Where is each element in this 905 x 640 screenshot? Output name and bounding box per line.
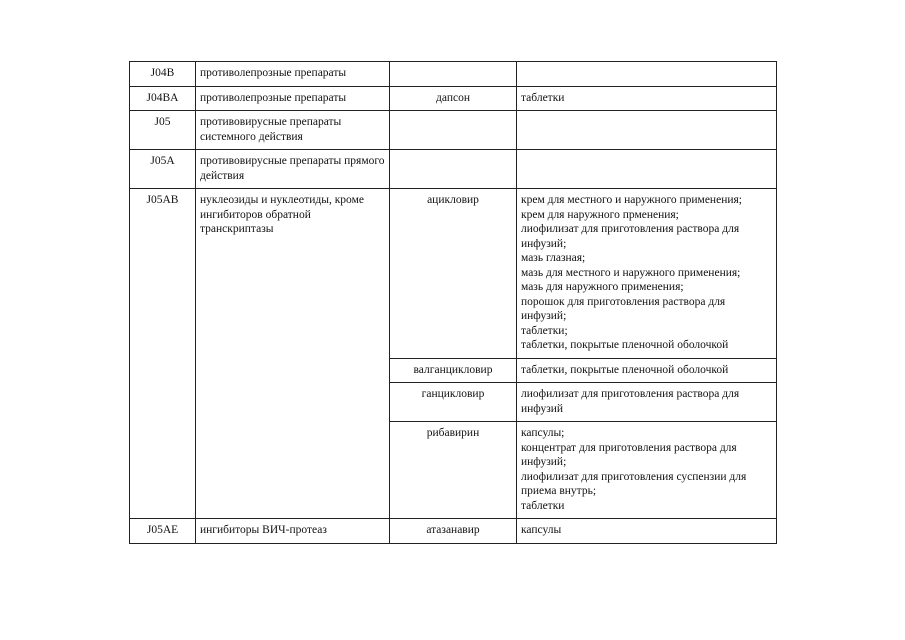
dosage-forms-cell [517,150,777,189]
drug-group-cell: противовирусные препараты прямого действия [196,150,390,189]
dosage-form-line: таблетки [521,91,565,104]
dosage-form-line: мазь глазная; [521,252,586,264]
table-body [130,62,777,544]
table-row [130,519,777,544]
table-row [130,111,777,150]
substance-name-cell [390,62,517,87]
dosage-forms-cell [517,422,777,519]
atc-code-cell: J05AE [130,519,196,544]
substance-name-cell [390,150,517,189]
table-row [130,150,777,189]
substance-name-cell [390,111,517,150]
atc-code-cell: J04B [130,62,196,87]
substance-name-cell: ганцикловир [390,383,517,422]
dosage-forms-cell [517,86,777,111]
dosage-form-line: капсулы [521,524,562,536]
dosage-form-line: лиофилизат для приготовления раствора для инфузий [521,388,740,415]
dosage-form-line: таблетки [521,499,565,512]
dosage-form-line: концентрат для приготовления раствора для инфузий; [521,441,737,468]
drug-group-cell: нуклеозиды и нуклеотиды, кроме ингибиторов обратной транскриптазы [196,189,390,519]
dosage-forms-cell [517,383,777,422]
atc-code-cell: J05A [130,150,196,189]
drug-group-cell: противовирусные препараты системного действия [196,111,390,150]
dosage-form-line: лиофилизат для приготовления суспензии для приема внутрь; [521,470,747,497]
dosage-form-line: капсулы; [521,427,565,439]
dosage-forms-cell [517,358,777,383]
dosage-form-line: таблетки, покрытые пленочной оболочкой [521,339,729,351]
substance-name-cell: ацикловир [390,189,517,359]
drug-group-cell: противолепрозные препараты [196,86,390,111]
substance-name-cell: дапсон [390,86,517,111]
dosage-forms-cell [517,519,777,544]
atc-code-cell: J04BA [130,86,196,111]
dosage-form-line: мазь для наружного применения; [521,281,684,293]
substance-name-cell: валганцикловир [390,358,517,383]
dosage-forms-cell [517,189,777,359]
drug-group-cell: ингибиторы ВИЧ-протеаз [196,519,390,544]
dosage-form-line: порошок для приготовления раствора для инфузий; [521,295,726,322]
table-row [130,86,777,111]
dosage-forms-cell [517,62,777,87]
drug-classification-table [129,61,777,544]
drug-group-cell: противолепрозные препараты [196,62,390,87]
substance-name-cell: рибавирин [390,422,517,519]
dosage-form-line: крем для наружного прменения; [521,208,679,221]
table-row [130,189,777,359]
table-row [130,62,777,87]
dosage-form-line: мазь для местного и наружного применения; [521,266,741,279]
atc-code-cell: J05 [130,111,196,150]
dosage-form-line: таблетки, покрытые пленочной оболочкой [521,363,729,376]
atc-code-cell: J05AB [130,189,196,519]
dosage-form-line: таблетки; [521,324,568,337]
dosage-form-line: крем для местного и наружного применения; [521,194,742,206]
substance-name-cell: атазанавир [390,519,517,544]
dosage-form-line: лиофилизат для приготовления раствора для инфузий; [521,223,740,250]
dosage-forms-cell [517,111,777,150]
